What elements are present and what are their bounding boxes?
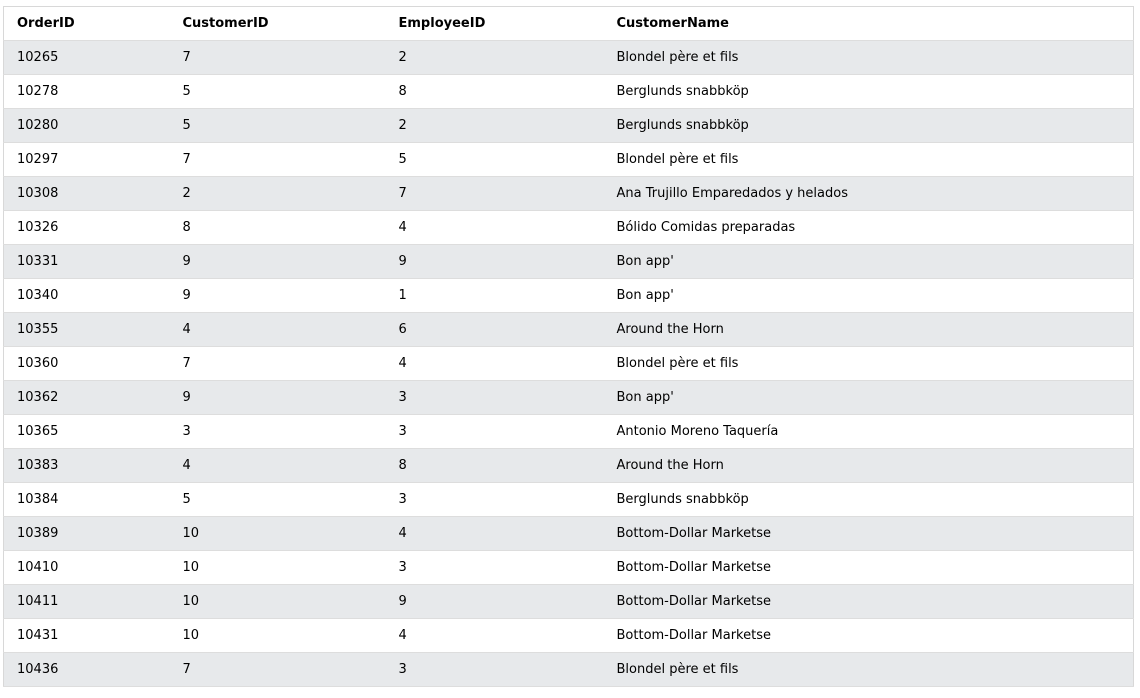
cell-employeeid: 3 [386, 483, 604, 517]
cell-customerid: 10 [170, 619, 386, 653]
table-row [4, 619, 1134, 653]
cell-customername: Bottom-Dollar Marketse [604, 585, 1134, 619]
cell-customername: Blondel père et fils [604, 347, 1134, 381]
cell-employeeid: 4 [386, 347, 604, 381]
cell-customername: Blondel père et fils [604, 653, 1134, 687]
cell-customername: Blondel père et fils [604, 143, 1134, 177]
cell-orderid: 10431 [4, 619, 170, 653]
table-row [4, 279, 1134, 313]
cell-customername: Blondel père et fils [604, 41, 1134, 75]
cell-employeeid: 4 [386, 619, 604, 653]
table-row [4, 449, 1134, 483]
cell-customername: Bottom-Dollar Marketse [604, 517, 1134, 551]
cell-customername: Berglunds snabbköp [604, 483, 1134, 517]
cell-customerid: 10 [170, 517, 386, 551]
table-row [4, 41, 1134, 75]
results-table-container [3, 6, 1133, 687]
cell-orderid: 10362 [4, 381, 170, 415]
results-table [3, 6, 1134, 687]
column-header-employeeid: EmployeeID [386, 7, 604, 41]
cell-customerid: 7 [170, 653, 386, 687]
cell-employeeid: 9 [386, 585, 604, 619]
cell-customerid: 9 [170, 381, 386, 415]
cell-orderid: 10384 [4, 483, 170, 517]
cell-customerid: 9 [170, 245, 386, 279]
cell-orderid: 10280 [4, 109, 170, 143]
table-row [4, 483, 1134, 517]
table-header-row [4, 7, 1134, 41]
cell-customerid: 8 [170, 211, 386, 245]
table-row [4, 381, 1134, 415]
cell-orderid: 10297 [4, 143, 170, 177]
cell-employeeid: 3 [386, 415, 604, 449]
cell-employeeid: 3 [386, 551, 604, 585]
column-header-orderid: OrderID [4, 7, 170, 41]
cell-orderid: 10411 [4, 585, 170, 619]
cell-orderid: 10410 [4, 551, 170, 585]
table-row [4, 143, 1134, 177]
cell-customername: Bon app' [604, 279, 1134, 313]
table-row [4, 109, 1134, 143]
cell-customername: Bottom-Dollar Marketse [604, 551, 1134, 585]
cell-customerid: 9 [170, 279, 386, 313]
column-header-customername: CustomerName [604, 7, 1134, 41]
cell-customername: Bon app' [604, 245, 1134, 279]
cell-customerid: 3 [170, 415, 386, 449]
table-row [4, 313, 1134, 347]
cell-orderid: 10365 [4, 415, 170, 449]
cell-customerid: 7 [170, 41, 386, 75]
cell-customername: Berglunds snabbköp [604, 109, 1134, 143]
cell-orderid: 10265 [4, 41, 170, 75]
cell-orderid: 10331 [4, 245, 170, 279]
cell-employeeid: 6 [386, 313, 604, 347]
cell-orderid: 10389 [4, 517, 170, 551]
column-header-customerid: CustomerID [170, 7, 386, 41]
table-row [4, 347, 1134, 381]
table-row [4, 177, 1134, 211]
cell-employeeid: 5 [386, 143, 604, 177]
cell-customerid: 5 [170, 75, 386, 109]
table-row [4, 75, 1134, 109]
table-row [4, 415, 1134, 449]
table-row [4, 517, 1134, 551]
cell-customername: Bon app' [604, 381, 1134, 415]
cell-customerid: 4 [170, 449, 386, 483]
table-body [4, 41, 1134, 687]
cell-orderid: 10360 [4, 347, 170, 381]
cell-customerid: 10 [170, 585, 386, 619]
cell-orderid: 10326 [4, 211, 170, 245]
cell-customerid: 5 [170, 483, 386, 517]
cell-customername: Antonio Moreno Taquería [604, 415, 1134, 449]
cell-orderid: 10278 [4, 75, 170, 109]
cell-customername: Bólido Comidas preparadas [604, 211, 1134, 245]
table-row [4, 211, 1134, 245]
cell-employeeid: 2 [386, 41, 604, 75]
cell-customername: Ana Trujillo Emparedados y helados [604, 177, 1134, 211]
cell-employeeid: 9 [386, 245, 604, 279]
cell-employeeid: 8 [386, 449, 604, 483]
cell-orderid: 10340 [4, 279, 170, 313]
cell-customerid: 10 [170, 551, 386, 585]
cell-customerid: 7 [170, 347, 386, 381]
cell-customerid: 2 [170, 177, 386, 211]
cell-employeeid: 8 [386, 75, 604, 109]
cell-orderid: 10355 [4, 313, 170, 347]
table-row [4, 551, 1134, 585]
cell-customername: Around the Horn [604, 313, 1134, 347]
cell-employeeid: 2 [386, 109, 604, 143]
cell-employeeid: 3 [386, 653, 604, 687]
cell-orderid: 10383 [4, 449, 170, 483]
cell-customername: Bottom-Dollar Marketse [604, 619, 1134, 653]
cell-customerid: 7 [170, 143, 386, 177]
cell-orderid: 10308 [4, 177, 170, 211]
cell-customerid: 5 [170, 109, 386, 143]
cell-customername: Berglunds snabbköp [604, 75, 1134, 109]
table-row [4, 653, 1134, 687]
cell-customerid: 4 [170, 313, 386, 347]
cell-orderid: 10436 [4, 653, 170, 687]
cell-customername: Around the Horn [604, 449, 1134, 483]
cell-employeeid: 7 [386, 177, 604, 211]
table-row [4, 245, 1134, 279]
cell-employeeid: 4 [386, 211, 604, 245]
table-row [4, 585, 1134, 619]
cell-employeeid: 1 [386, 279, 604, 313]
cell-employeeid: 3 [386, 381, 604, 415]
cell-employeeid: 4 [386, 517, 604, 551]
